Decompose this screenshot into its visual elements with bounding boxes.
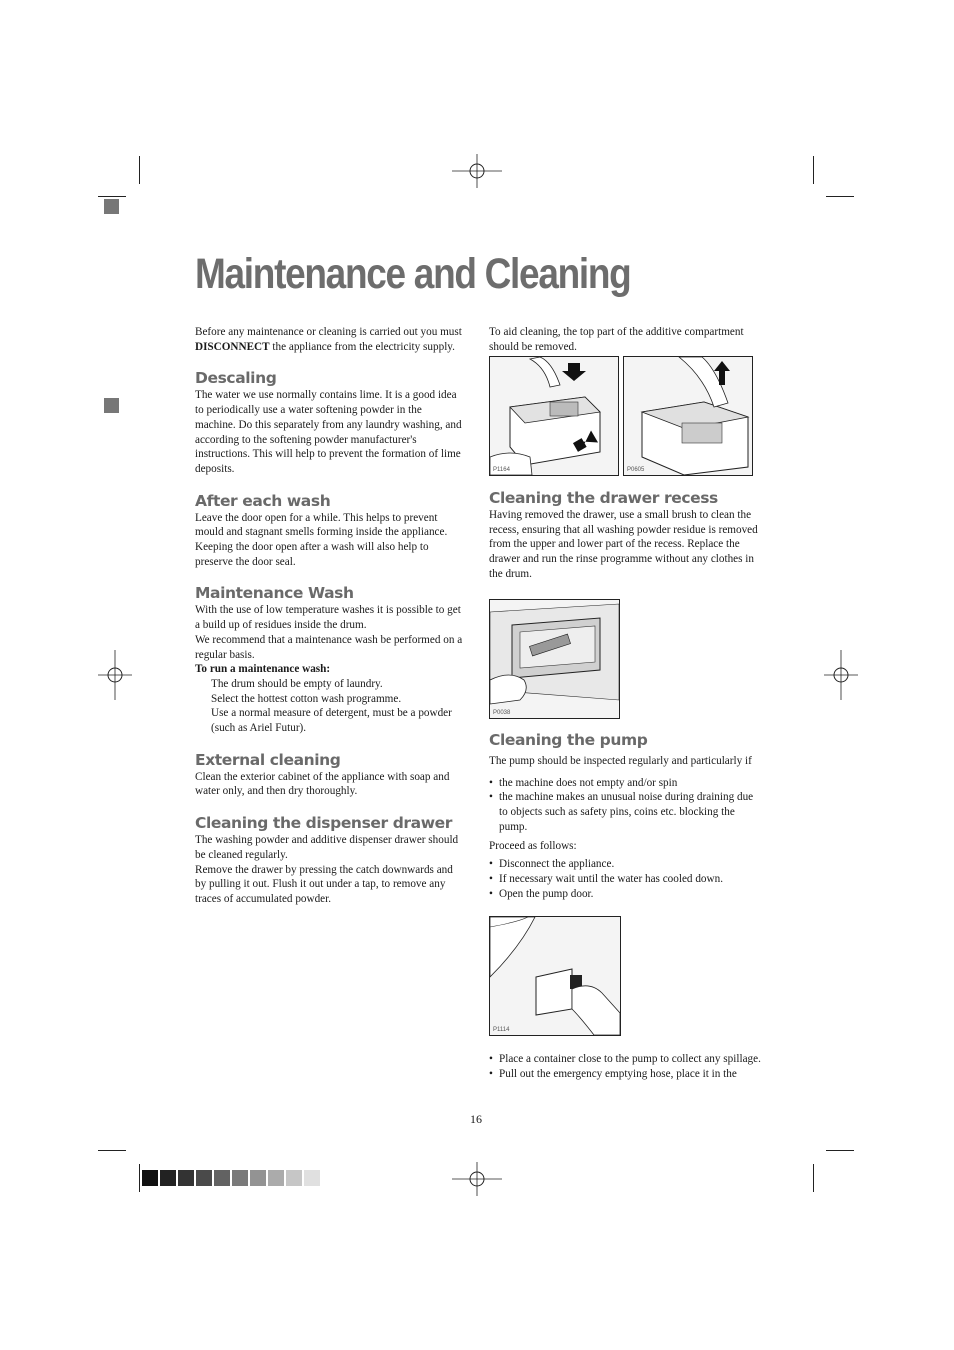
recess-section xyxy=(489,488,759,582)
maintenance-step: Use a normal measure of detergent, must be a powder (such as Ariel Futur). xyxy=(211,707,452,735)
color-swatch xyxy=(304,1170,320,1186)
list-item: • Pull out the emergency emptying hose, place it in the xyxy=(489,1067,761,1082)
pump-conditions-list xyxy=(489,776,761,835)
pump-steps-list xyxy=(489,857,761,901)
color-swatch xyxy=(214,1170,230,1186)
color-swatch xyxy=(268,1170,284,1186)
descaling-text: The water we use normally contains lime. It is a good idea to periodically use a water softening powder in the machine. Do this separately from any laundry washing, and according to the softening powder manufacturer's instructions. This will help to prevent the formation of lime deposits. xyxy=(195,389,462,475)
dispenser-text: The washing powder and additive dispenser drawer should be cleaned regularly. xyxy=(195,834,459,861)
color-swatch xyxy=(232,1170,248,1186)
crop-mark xyxy=(98,196,126,197)
page-title: Maintenance and Cleaning xyxy=(195,250,631,298)
list-item: • the machine does not empty and/or spin xyxy=(489,776,761,791)
after-wash-text: Leave the door open for a while. This helps to prevent mould and stagnant smells forming inside the appliance. Keeping the door open after a wash will also help to preserve the door seal. xyxy=(195,511,448,568)
color-swatch xyxy=(160,1170,176,1186)
maintenance-step: The drum should be empty of laundry. xyxy=(211,677,383,690)
dispenser-heading: Cleaning the dispenser drawer xyxy=(195,814,453,833)
right-column-intro xyxy=(489,325,759,354)
list-item: • If necessary wait until the water has cooled down. xyxy=(489,872,761,887)
crop-mark xyxy=(813,1164,814,1192)
list-item: • Disconnect the appliance. xyxy=(489,857,761,872)
maintenance-wash-subheading: To run a maintenance wash: xyxy=(195,663,331,676)
color-swatch xyxy=(286,1170,302,1186)
crop-mark xyxy=(813,156,814,184)
crop-mark xyxy=(826,196,854,197)
maintenance-step: Select the hottest cotton wash programme. xyxy=(211,692,402,705)
left-column xyxy=(195,325,465,907)
intro-paragraph: Before any maintenance or cleaning is carried out you must DISCONNECT the appliance from the electricity supply. xyxy=(195,326,462,353)
external-cleaning-text: Clean the exterior cabinet of the appliance with soap and water only, and then dry thoroughly. xyxy=(195,770,450,798)
list-item: • Place a container close to the pump to collect any spillage. xyxy=(489,1052,761,1067)
drawer-recess-heading: Cleaning the drawer recess xyxy=(489,489,718,507)
page-number: 16 xyxy=(470,1112,482,1126)
maintenance-wash-text: We recommend that a maintenance wash be performed on a regular basis. xyxy=(195,633,463,661)
crop-mark xyxy=(139,1164,140,1192)
drawer-removal-illustration xyxy=(489,356,619,476)
color-swatch xyxy=(196,1170,212,1186)
registration-mark-icon xyxy=(824,650,858,700)
list-item: • the machine makes an unusual noise during draining due to objects such as safety pins, coins etc. blocking the pump. xyxy=(489,790,761,834)
external-cleaning-heading: External cleaning xyxy=(195,750,341,769)
pump-heading: Cleaning the pump xyxy=(489,731,648,749)
pump-door-illustration xyxy=(489,916,621,1036)
registration-mark-icon xyxy=(452,154,502,188)
pump-steps-list xyxy=(489,1052,761,1081)
proceed-text: Proceed as follows: xyxy=(489,839,577,852)
color-swatch xyxy=(178,1170,194,1186)
figure-code: P1114 xyxy=(493,1027,510,1033)
maintenance-wash-heading: Maintenance Wash xyxy=(195,584,354,603)
crop-mark xyxy=(139,156,140,184)
pump-section xyxy=(489,730,761,901)
crop-mark xyxy=(98,1150,126,1151)
registration-mark-icon xyxy=(452,1162,502,1196)
marker-square xyxy=(104,199,119,214)
pump-continued xyxy=(489,1052,761,1081)
figure-code: P0605 xyxy=(627,467,645,473)
registration-mark-icon xyxy=(98,650,132,700)
recess-brush-illustration xyxy=(489,599,620,719)
color-swatch xyxy=(142,1170,158,1186)
maintenance-wash-text: With the use of low temperature washes it is possible to get a build up of residues inside the drum. xyxy=(195,604,461,632)
figure-code: P0038 xyxy=(493,710,511,716)
list-item: • Open the pump door. xyxy=(489,887,761,902)
additive-intro: To aid cleaning, the top part of the additive compartment should be removed. xyxy=(489,326,744,353)
marker-square xyxy=(104,398,119,413)
crop-mark xyxy=(826,1150,854,1151)
color-swatch xyxy=(250,1170,266,1186)
descaling-heading: Descaling xyxy=(195,369,277,388)
compartment-lift-illustration xyxy=(623,356,753,476)
figure-code: P1164 xyxy=(493,467,510,473)
drawer-recess-text: Having removed the drawer, use a small brush to clean the recess, ensuring that all washing powder residue is removed from the upper and lower part of the recess. Replace the drawer and run the rinse programme without any clothes in the drum. xyxy=(489,509,758,580)
after-wash-heading: After each wash xyxy=(195,491,331,510)
pump-text: The pump should be inspected regularly and particularly if xyxy=(489,755,752,767)
dispenser-text: Remove the drawer by pressing the catch downwards and by pulling it out. Flush it out under a tap, to remove any traces of accumulated powder. xyxy=(195,863,453,905)
